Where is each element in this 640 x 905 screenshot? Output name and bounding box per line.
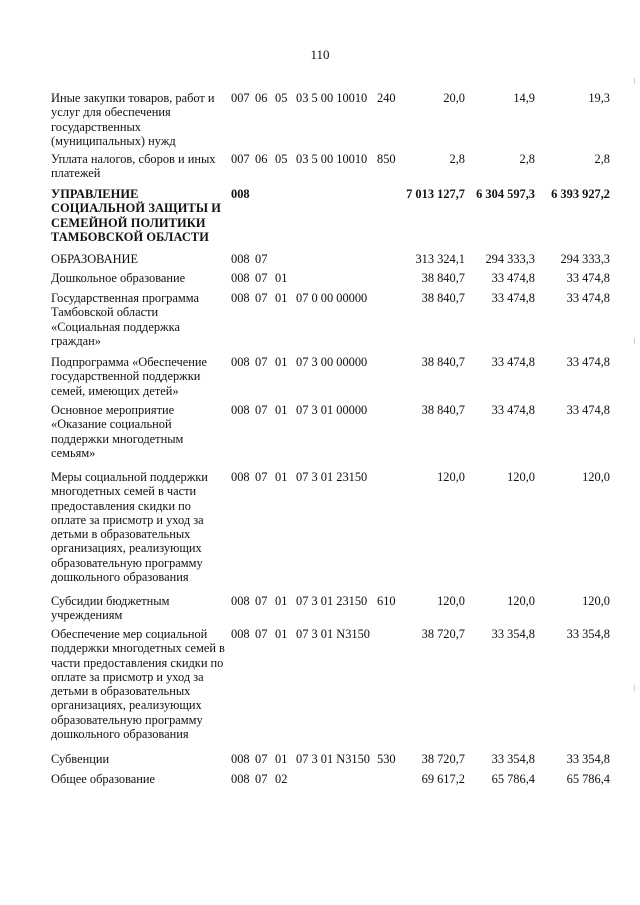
- row-value-3: 33 474,8: [566, 271, 610, 285]
- row-value-3: 33 474,8: [566, 355, 610, 369]
- row-value-3: 6 393 927,2: [551, 187, 610, 201]
- row-pr: 05: [275, 91, 288, 105]
- row-value-2: 120,0: [507, 470, 535, 484]
- row-rz: 07: [255, 252, 268, 266]
- row-rz: 07: [255, 403, 268, 417]
- row-rz: 07: [255, 355, 268, 369]
- row-value-3: 33 354,8: [566, 627, 610, 641]
- row-value-2: 65 786,4: [491, 772, 535, 786]
- row-rz: 07: [255, 752, 268, 766]
- row-ved: 008: [231, 187, 250, 201]
- row-value-2: 294 333,3: [485, 252, 535, 266]
- row-vr: 530: [377, 752, 396, 766]
- row-ved: 007: [231, 91, 250, 105]
- row-ved: 008: [231, 772, 250, 786]
- row-csr: 07 0 00 00000: [296, 291, 368, 305]
- row-value-1: 20,0: [443, 91, 465, 105]
- row-name: Обеспечение мер социальной поддержки многодетных семей в части предоставления скидки по оплате за присмотр и уход за детьми в образовательных организациях, реализующих образовательную программу дошкольного образования: [51, 627, 225, 742]
- row-ved: 008: [231, 403, 250, 417]
- row-value-3: 33 474,8: [566, 291, 610, 305]
- row-ved: 008: [231, 291, 250, 305]
- row-csr: 07 3 01 00000: [296, 403, 368, 417]
- row-name: Подпрограмма «Обеспечение государственной поддержки семей, имеющих детей»: [51, 355, 207, 398]
- scan-mark: [634, 685, 635, 691]
- row-ved: 008: [231, 355, 250, 369]
- row-pr: 01: [275, 271, 288, 285]
- row-name: Уплата налогов, сборов и иных платежей: [51, 152, 216, 181]
- row-value-3: 65 786,4: [566, 772, 610, 786]
- row-value-2: 2,8: [519, 152, 535, 166]
- row-pr: 01: [275, 403, 288, 417]
- row-value-1: 69 617,2: [421, 772, 465, 786]
- row-vr: 850: [377, 152, 396, 166]
- row-csr: 07 3 01 23150: [296, 470, 368, 484]
- row-value-3: 120,0: [582, 594, 610, 608]
- row-pr: 01: [275, 470, 288, 484]
- row-pr: 01: [275, 627, 288, 641]
- row-value-3: 2,8: [594, 152, 610, 166]
- row-name: Субсидии бюджетным учреждениям: [51, 594, 170, 623]
- row-value-2: 33 474,8: [491, 271, 535, 285]
- row-rz: 07: [255, 772, 268, 786]
- row-rz: 07: [255, 594, 268, 608]
- row-value-1: 38 720,7: [421, 752, 465, 766]
- row-ved: 007: [231, 152, 250, 166]
- row-pr: 02: [275, 772, 288, 786]
- row-rz: 07: [255, 291, 268, 305]
- row-value-1: 7 013 127,7: [406, 187, 465, 201]
- row-value-1: 2,8: [449, 152, 465, 166]
- row-rz: 07: [255, 627, 268, 641]
- row-value-3: 294 333,3: [560, 252, 610, 266]
- row-value-2: 33 354,8: [491, 627, 535, 641]
- row-pr: 01: [275, 355, 288, 369]
- row-vr: 240: [377, 91, 396, 105]
- scan-mark: [634, 338, 635, 344]
- row-ved: 008: [231, 271, 250, 285]
- row-value-1: 38 840,7: [421, 355, 465, 369]
- row-name: Дошкольное образование: [51, 271, 186, 285]
- row-value-1: 120,0: [437, 470, 465, 484]
- row-ved: 008: [231, 594, 250, 608]
- row-pr: 01: [275, 594, 288, 608]
- row-value-2: 14,9: [513, 91, 535, 105]
- row-value-1: 38 840,7: [421, 403, 465, 417]
- row-value-2: 6 304 597,3: [476, 187, 535, 201]
- row-csr: 03 5 00 10010: [296, 91, 368, 105]
- row-value-2: 33 474,8: [491, 355, 535, 369]
- row-rz: 06: [255, 152, 268, 166]
- page-number: 110: [310, 47, 330, 62]
- row-name: Основное мероприятие «Оказание социальной поддержки многодетным семьям»: [51, 403, 184, 460]
- row-value-2: 33 354,8: [491, 752, 535, 766]
- row-name: Государственная программа Тамбовской области «Социальная поддержка граждан»: [51, 291, 199, 348]
- row-value-2: 33 474,8: [491, 403, 535, 417]
- row-value-2: 33 474,8: [491, 291, 535, 305]
- row-csr: 07 3 01 23150: [296, 594, 368, 608]
- row-name: Общее образование: [51, 772, 156, 786]
- row-name: УПРАВЛЕНИЕ СОЦИАЛЬНОЙ ЗАЩИТЫ И СЕМЕЙНОЙ ПОЛИТИКИ ТАМБОВСКОЙ ОБЛАСТИ: [51, 187, 222, 244]
- row-value-1: 38 720,7: [421, 627, 465, 641]
- row-vr: 610: [377, 594, 396, 608]
- row-csr: 07 3 01 N3150: [296, 627, 370, 641]
- row-name: Меры социальной поддержки многодетных семей в части предоставления скидки по оплате за присмотр и уход за детьми в образовательных организациях, реализующих образовательную программу дошкольного образования: [51, 470, 208, 585]
- row-name: Иные закупки товаров, работ и услуг для обеспечения государственных (муниципальных) нужд: [51, 91, 215, 148]
- row-pr: 01: [275, 291, 288, 305]
- row-ved: 008: [231, 252, 250, 266]
- row-csr: 07 3 01 N3150: [296, 752, 370, 766]
- row-value-3: 120,0: [582, 470, 610, 484]
- scan-mark: [634, 78, 635, 84]
- row-pr: 05: [275, 152, 288, 166]
- row-csr: 03 5 00 10010: [296, 152, 368, 166]
- row-value-1: 38 840,7: [421, 271, 465, 285]
- row-value-3: 33 354,8: [566, 752, 610, 766]
- row-rz: 07: [255, 470, 268, 484]
- row-name: ОБРАЗОВАНИЕ: [51, 252, 139, 266]
- row-ved: 008: [231, 752, 250, 766]
- row-ved: 008: [231, 470, 250, 484]
- row-value-1: 120,0: [437, 594, 465, 608]
- row-value-3: 19,3: [588, 91, 610, 105]
- row-rz: 06: [255, 91, 268, 105]
- row-csr: 07 3 00 00000: [296, 355, 368, 369]
- row-ved: 008: [231, 627, 250, 641]
- row-value-2: 120,0: [507, 594, 535, 608]
- row-value-1: 38 840,7: [421, 291, 465, 305]
- row-value-3: 33 474,8: [566, 403, 610, 417]
- row-rz: 07: [255, 271, 268, 285]
- row-pr: 01: [275, 752, 288, 766]
- row-name: Субвенции: [51, 752, 110, 766]
- row-value-1: 313 324,1: [415, 252, 465, 266]
